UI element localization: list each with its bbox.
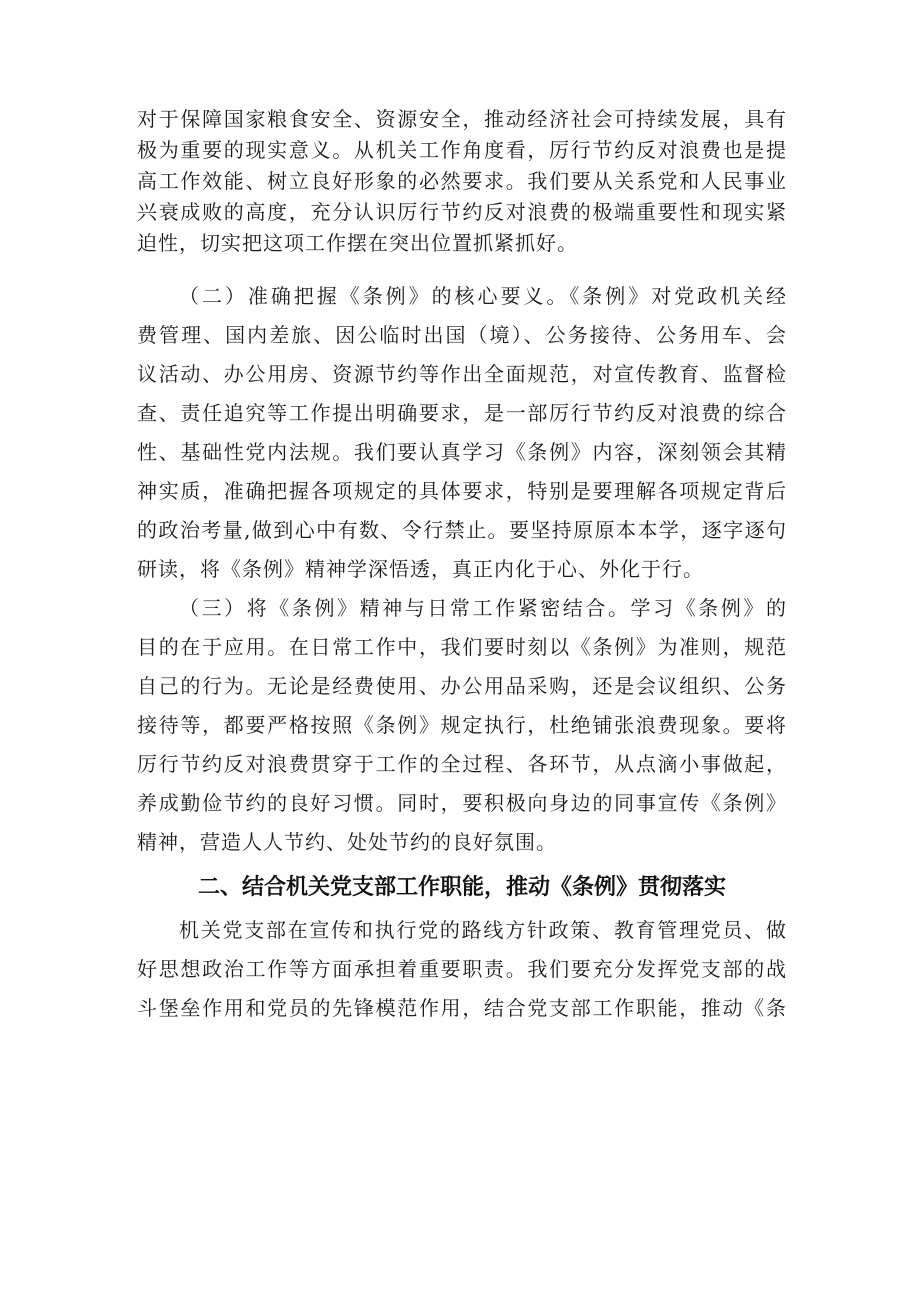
text-line: 机关党支部在宣传和执行党的路线方针政策、教育管理党员、做 [179, 918, 787, 942]
text-line: 研读，将《条例》精神学深悟透，真正内化于心、外化于行。 [137, 557, 704, 581]
text-line: 精神，营造人人节约、处处节约的良好氛围。 [137, 830, 557, 854]
paragraph-3 [137, 589, 787, 862]
text-line: （三）将《条例》精神与日常工作紧密结合。学习《条例》的 [179, 596, 787, 620]
section-heading: 二、结合机关党支部工作职能，推动《条例》贯彻落实 [197, 875, 726, 900]
text-line: 费管理、国内差旅、因公临时出国（境）、公务接待、公务用车、会 [137, 323, 787, 347]
document-body [137, 104, 787, 1028]
text-line: 的政治考量,做到心中有数、令行禁止。要坚持原原本本学，逐字逐句 [137, 518, 787, 542]
text-line: 斗堡垒作用和党员的先锋模范作用，结合党支部工作职能，推动《条 [137, 996, 787, 1020]
text-line: 高工作效能、树立良好形象的必然要求。我们要从关系党和人民事业 [137, 169, 787, 193]
text-line: 好思想政治工作等方面承担着重要职责。我们要充分发挥党支部的战 [137, 957, 787, 981]
text-line: 自己的行为。无论是经费使用、办公用品采购，还是会议组织、公务 [137, 674, 787, 698]
paragraph-4 [137, 911, 787, 1028]
text-line: 厉行节约反对浪费贯穿于工作的全过程、各环节，从点滴小事做起， [137, 752, 787, 776]
text-line: 查、责任追究等工作提出明确要求，是一部厉行节约反对浪费的综合 [137, 401, 787, 425]
text-line: 对于保障国家粮食安全、资源安全，推动经济社会可持续发展，具有 [137, 107, 787, 131]
text-line: 兴衰成败的高度，充分认识厉行节约反对浪费的极端重要性和现实紧 [137, 200, 787, 224]
text-line: 神实质，准确把握各项规定的具体要求，特别是要理解各项规定背后 [137, 479, 787, 503]
text-line: （二）准确把握《条例》的核心要义。《条例》对党政机关经 [179, 284, 787, 308]
text-line: 养成勤俭节约的良好习惯。同时，要积极向身边的同事宣传《条例》 [137, 791, 787, 815]
text-line: 议活动、办公用房、资源节约等作出全面规范，对宣传教育、监督检 [137, 362, 787, 386]
text-line: 极为重要的现实意义。从机关工作角度看，厉行节约反对浪费也是提 [137, 138, 787, 162]
paragraph-1 [137, 104, 787, 259]
text-line: 迫性，切实把这项工作摆在突出位置抓紧抓好。 [137, 231, 578, 255]
text-line: 目的在于应用。在日常工作中，我们要时刻以《条例》为准则，规范 [137, 635, 787, 659]
paragraph-2 [137, 277, 787, 589]
text-line: 接待等，都要严格按照《条例》规定执行，杜绝铺张浪费现象。要将 [137, 713, 787, 737]
text-line: 性、基础性党内法规。我们要认真学习《条例》内容，深刻领会其精 [137, 440, 787, 464]
